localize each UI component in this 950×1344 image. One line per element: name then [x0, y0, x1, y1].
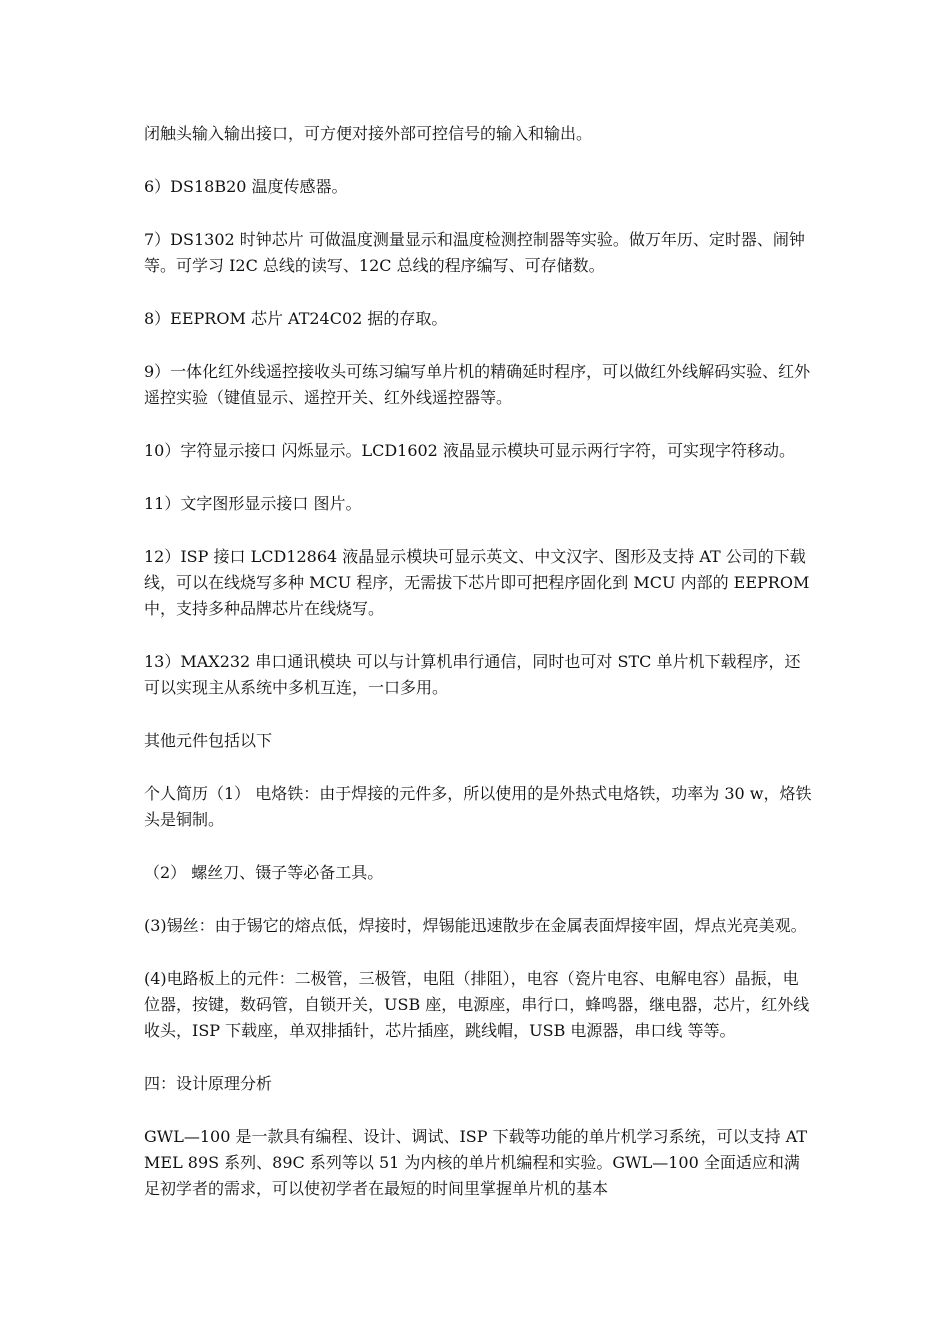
paragraph-item-7: 7）DS1302 时钟芯片 可做温度测量显示和温度检测控制器等实验。做万年历、定时器、闹钟等。可学习 I2C 总线的读写、12C 总线的程序编写、可存储数。 [144, 230, 805, 275]
paragraph-tool-1: 个人简历（1） 电烙铁：由于焊接的元件多，所以使用的是外热式电烙铁，功率为 30 w，烙铁头是铜制。 [144, 784, 812, 829]
paragraph-tool-2: （2） 螺丝刀、镊子等必备工具。 [144, 863, 384, 882]
paragraph-other-components-heading: 其他元件包括以下 [144, 731, 273, 750]
paragraph-gwl-100-intro: GWL—100 是一款具有编程、设计、调试、ISP 下载等功能的单片机学习系统，可以支持 ATMEL 89S 系列、89C 系列等以 51 为内核的单片机编程和实验。GWL—100 全面适应和满足初学者的需求，可以使初学者在最短的时间里掌握单片机的基本 [144, 1127, 808, 1198]
paragraph-item-12: 12）ISP 接口 LCD12864 液晶显示模块可显示英文、中文汉字、图形及支持 AT 公司的下载线，可以在线烧写多种 MCU 程序，无需拔下芯片即可把程序固化到 MCU 内部的 EEPROM 中，支持多种品牌芯片在线烧写。 [144, 547, 810, 618]
paragraph-tool-3: (3)锡丝：由于锡它的熔点低，焊接时，焊锡能迅速散步在金属表面焊接牢固，焊点光亮美观。 [144, 916, 807, 935]
paragraph-item-6: 6）DS18B20 温度传感器。 [144, 177, 348, 196]
paragraph-item-13: 13）MAX232 串口通讯模块 可以与计算机串行通信，同时也可对 STC 单片机下载程序，还可以实现主从系统中多机互连，一口多用。 [144, 652, 801, 697]
document-body [144, 121, 812, 1229]
paragraph-item-8: 8）EEPROM 芯片 AT24C02 据的存取。 [144, 309, 448, 328]
paragraph-item-10: 10）字符显示接口 闪烁显示。LCD1602 液晶显示模块可显示两行字符，可实现字符移动。 [144, 441, 795, 460]
paragraph-contact-io: 闭触头输入输出接口，可方便对接外部可控信号的输入和输出。 [144, 124, 593, 143]
paragraph-item-11: 11）文字图形显示接口 图片。 [144, 494, 362, 513]
paragraph-tool-4: (4)电路板上的元件：二极管，三极管，电阻（排阻），电容（瓷片电容、电解电容）晶振，电位器，按键，数码管，自锁开关，USB 座，电源座，串行口，蜂鸣器，继电器，芯片，红外线收头，ISP 下载座，单双排插针，芯片插座，跳线帽，USB 电源器，串口线 等等。 [144, 969, 810, 1040]
section-heading-design-principle: 四：设计原理分析 [144, 1074, 273, 1093]
paragraph-item-9: 9）一体化红外线遥控接收头可练习编写单片机的精确延时程序，可以做红外线解码实验、红外遥控实验（键值显示、遥控开关、红外线遥控器等。 [144, 362, 811, 407]
